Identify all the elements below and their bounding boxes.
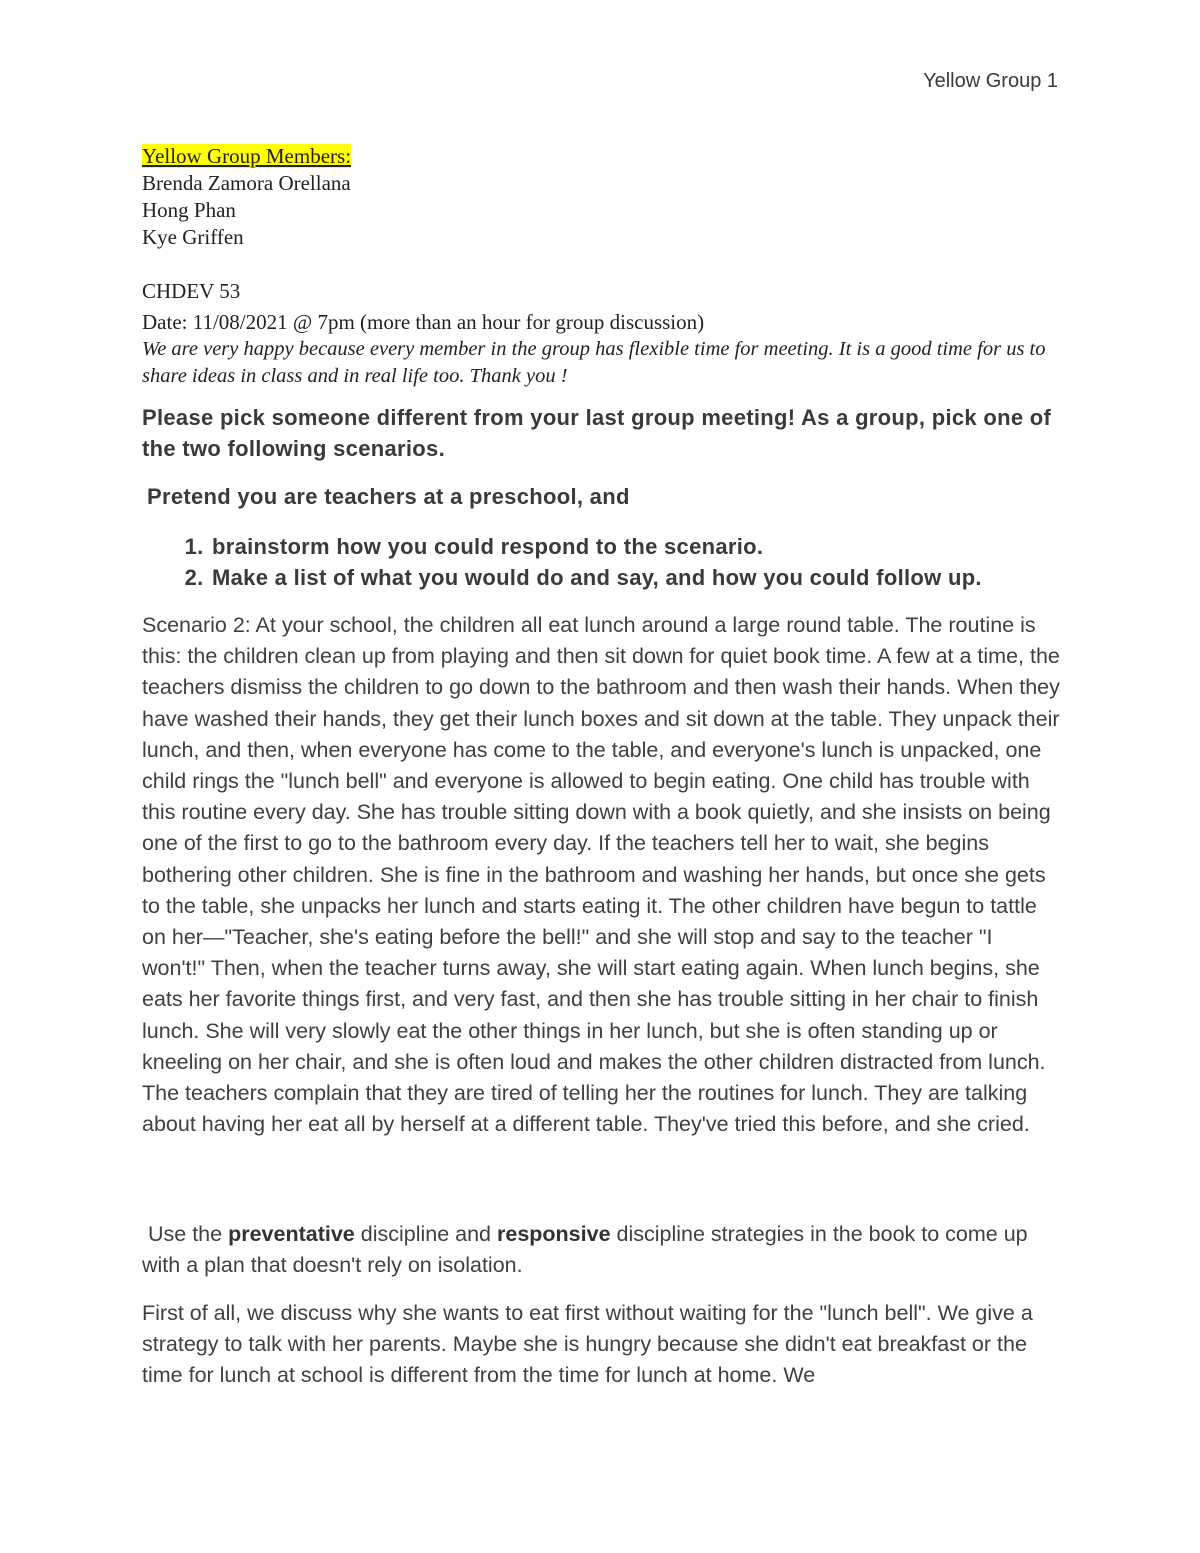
member-name: Brenda Zamora Orellana [142,171,351,195]
page-header: Yellow Group 1 [923,70,1058,92]
meeting-note: We are very happy because every member in the group has flexible time for meeting. It is a good time for us to share ideas in class and in real life too. Thank you ! [142,338,1046,387]
member-name: Kye Griffen [142,225,244,249]
task-middle: discipline and [360,1222,492,1246]
members-heading: Yellow Group Members: [142,144,352,168]
member-name: Hong Phan [142,198,236,222]
scenario-paragraph: Scenario 2: At your school, the children all eat lunch around a large round table. The routine is this: the children clean up from playing and then sit down for quiet book time. A few at a time, the teachers dismiss the children to go down to the bathroom and then wash their hands. When they have washed their hands, they get their lunch boxes and sit down at the table. They unpack their lunch, and then, when everyone has come to the table, and everyone's lunch is unpacked, one child rings the "lunch bell" and everyone is allowed to begin eating. One child has trouble with this routine every day. She has trouble sitting down with a book quietly, and she insists on being one of the first to go to the bathroom every day. If the teachers tell her to wait, she begins bothering other children. She is fine in the bathroom and washing her hands, but once she gets to the table, she unpacks her lunch and starts eating it. The other children have begun to tattle on her—"Teacher, she's eating before the bell!" and she will stop and say to the teacher "I won't!" Then, when the teacher turns away, she will start eating again. When lunch begins, she eats her favorite things first, and very fast, and then she has trouble sitting in her chair to finish lunch. She will very slowly eat the other things in her lunch, but she is often standing up or kneeling on her chair, and she is often loud and makes the other children distracted from lunch. The teachers complain that they are tired of telling her the routines for lunch. They are talking about having her eat all by herself at a different table. They've tried this before, and she cried. [142,613,1060,1137]
task-paragraph [142,1219,1062,1281]
members-section [142,143,1062,251]
meeting-date: Date: 11/08/2021 @ 7pm (more than an hour for group discussion) [142,310,705,334]
list-item: 1. brainstorm how you could respond to the scenario. [210,531,1062,562]
pretend-line: Pretend you are teachers at a preschool, and [147,484,630,509]
task-responsive: responsive [497,1222,611,1246]
answer-paragraph: First of all, we discuss why she wants to eat first without waiting for the "lunch bell". We give a strategy to talk with her parents. Maybe she is hungry because she didn't eat breakfast or the time for lunch at school is different from the time for lunch at home. We [142,1301,1033,1388]
course-code: CHDEV 53 [142,279,241,303]
task-prefix: Use the [147,1222,223,1246]
meeting-section [142,278,1062,390]
task-suffix: discipline strategies in the book to come up with a plan that doesn't rely on isolation. [142,1222,1028,1278]
steps-list [142,531,1062,593]
list-item: 2. Make a list of what you would do and say, and how you could follow up. [210,562,1062,593]
instructions-intro: Please pick someone different from your last group meeting! As a group, pick one of the two following scenarios. [142,405,1052,461]
task-preventative: preventative [228,1222,355,1246]
